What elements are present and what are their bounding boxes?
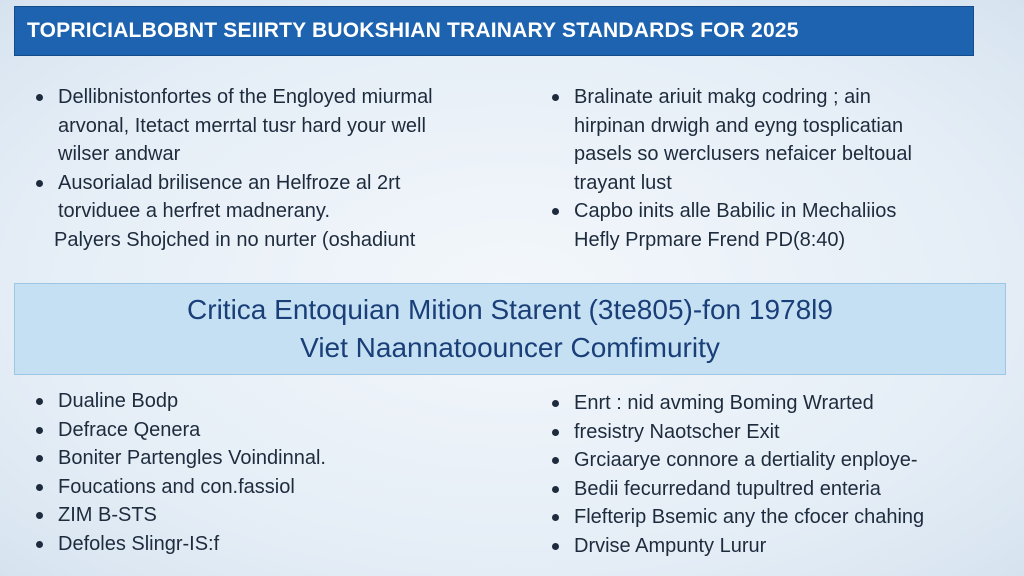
bullet-icon (552, 94, 559, 101)
list-item-label: Flefterip Bsemic any the cfocer chahing (574, 506, 925, 529)
list-item (548, 503, 924, 532)
list-item-line: wilser andwar (58, 143, 181, 166)
list-item-label: Grciaarye connore a dertiality enploye- (574, 449, 918, 472)
subtitle-banner (14, 283, 1006, 375)
list-item-line: arvonal, Itetact merrtal tusr hard your well (58, 114, 426, 137)
bullet-icon (552, 486, 559, 493)
bullet-icon (552, 208, 559, 215)
list-item-label: Dualine Bodp (58, 390, 179, 412)
bullet-icon (552, 514, 559, 521)
bullet-icon (552, 400, 559, 407)
bullet-icon (552, 543, 559, 550)
list-item (32, 169, 433, 255)
bottom-right-bullet-list (548, 389, 924, 561)
list-item (548, 418, 924, 447)
list-item-label: ZIM B-STS (58, 504, 157, 527)
list-item-line: Hefly Prpmare Frend PD(8:40) (574, 228, 846, 251)
list-item-line: Dellibnistonfortes of the Engloyed miurmal (58, 86, 433, 108)
list-item (548, 532, 924, 561)
list-item-label: Foucations and con.fassiol (58, 475, 295, 498)
subtitle-line-1: Critica Entoquian Mition Starent (3te805)-fon 1978l9 (187, 294, 833, 325)
list-item-line: Ausorialad brilisence an Helfroze al 2rt (58, 171, 401, 194)
list-item-line: trayant lust (574, 171, 672, 194)
bullet-icon (36, 455, 43, 462)
list-item-label: fresistry Naotscher Exit (574, 420, 780, 443)
list-item-label: Drvise Ampunty Lurur (574, 534, 767, 557)
list-item (32, 530, 326, 559)
list-item-label: Bedii fecurredand tupultred enteria (574, 477, 881, 500)
list-item (32, 416, 326, 445)
bullet-icon (36, 541, 43, 548)
list-item (32, 387, 326, 416)
bullet-icon (552, 457, 559, 464)
bullet-icon (36, 484, 43, 491)
bullet-icon (36, 512, 43, 519)
list-item-line: hirpinan drwigh and eyng tosplicatian (574, 114, 904, 137)
list-item (548, 475, 924, 504)
list-item (548, 83, 912, 197)
list-item (548, 197, 912, 254)
page-title: TOPRICIALBOBNT SEIIRTY BUOKSHIAN TRAINARY STANDARDS FOR 2025 (27, 19, 799, 42)
list-item-label: Defrace Qenera (58, 418, 201, 441)
bullet-icon (36, 427, 43, 434)
top-right-bullet-list (548, 83, 912, 255)
bullet-icon (36, 180, 43, 187)
list-item-line: pasels so werclusers nefaicer beltoual (574, 143, 912, 166)
list-item-label: Boniter Partengles Voindinnal. (58, 447, 326, 470)
subtitle-line-2: Viet Naannatoouncer Comfimurity (300, 332, 720, 363)
list-item (32, 83, 433, 169)
title-banner (14, 6, 974, 56)
list-item-label: Enrt : nid avming Boming Wrarted (574, 392, 874, 414)
top-left-bullet-list (32, 83, 433, 255)
bullet-icon (36, 94, 43, 101)
list-item (32, 501, 326, 530)
list-item-label: Defoles Slingr-IS:f (58, 532, 220, 555)
list-item (548, 446, 924, 475)
bottom-left-bullet-list (32, 387, 326, 559)
bullet-icon (36, 398, 43, 405)
list-item (548, 389, 924, 418)
bullet-icon (552, 429, 559, 436)
list-item-line: Bralinate ariuit makg codring ; ain (574, 86, 871, 108)
list-item-line: Palyers Shojched in no nurter (oshadiunt (54, 228, 416, 251)
list-item (32, 473, 326, 502)
list-item (32, 444, 326, 473)
list-item-line: torviduee a herfret madnerany. (58, 200, 331, 223)
list-item-line: Capbo inits alle Babilic in Mechaliios (574, 200, 897, 223)
